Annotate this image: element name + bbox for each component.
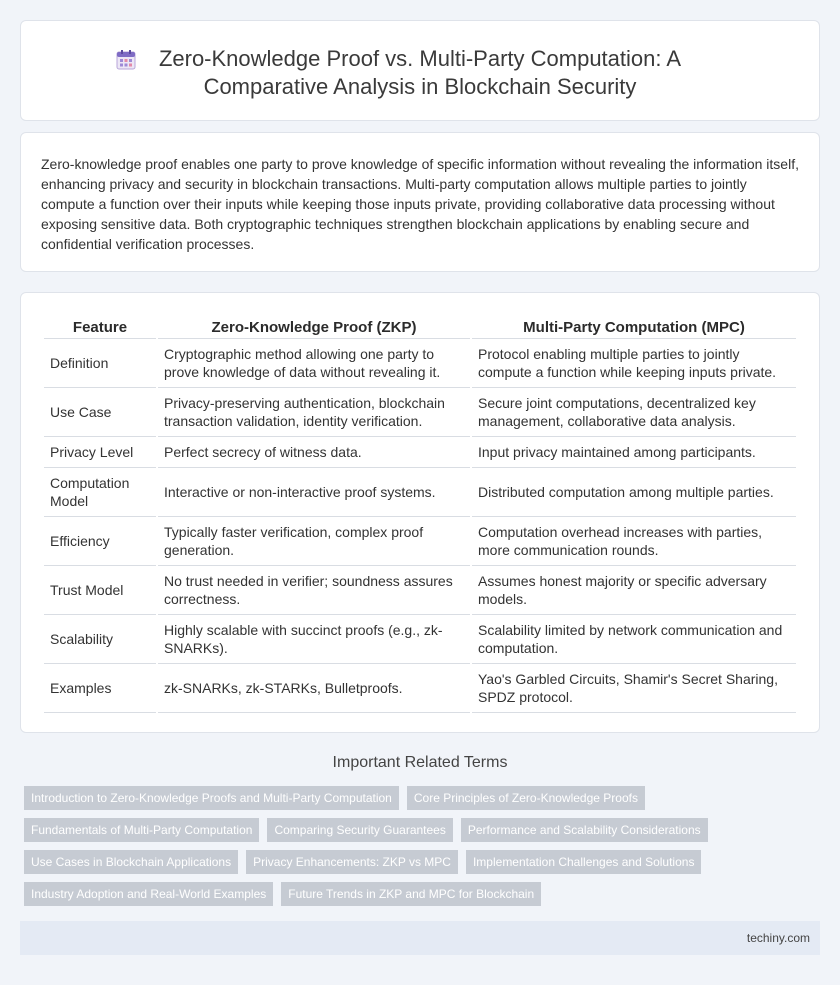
zkp-cell: Cryptographic method allowing one party to prove knowledge of data without revealing it. bbox=[158, 339, 470, 388]
header-card bbox=[20, 20, 820, 121]
related-term-tag[interactable]: Performance and Scalability Considerations bbox=[461, 818, 708, 842]
mpc-cell: Secure joint computations, decentralized key management, collaborative data analysis. bbox=[472, 388, 796, 437]
feature-cell: Trust Model bbox=[44, 566, 156, 615]
related-terms-tags bbox=[24, 786, 724, 914]
footer bbox=[20, 921, 820, 955]
mpc-cell: Protocol enabling multiple parties to jointly compute a function while keeping inputs private. bbox=[472, 339, 796, 388]
comparison-table-card bbox=[20, 292, 820, 733]
table-row bbox=[44, 468, 796, 517]
column-header-zkp: Zero-Knowledge Proof (ZKP) bbox=[158, 313, 470, 339]
related-term-tag[interactable]: Introduction to Zero-Knowledge Proofs and Multi-Party Computation bbox=[24, 786, 399, 810]
feature-cell: Computation Model bbox=[44, 468, 156, 517]
zkp-cell: zk-SNARKs, zk-STARKs, Bulletproofs. bbox=[158, 664, 470, 713]
feature-cell: Examples bbox=[44, 664, 156, 713]
table-row bbox=[44, 388, 796, 437]
column-header-feature: Feature bbox=[44, 313, 156, 339]
zkp-cell: Interactive or non-interactive proof systems. bbox=[158, 468, 470, 517]
mpc-cell: Computation overhead increases with parties, more communication rounds. bbox=[472, 517, 796, 566]
related-term-tag[interactable]: Comparing Security Guarantees bbox=[267, 818, 452, 842]
related-term-tag[interactable]: Implementation Challenges and Solutions bbox=[466, 850, 701, 874]
table-row bbox=[44, 566, 796, 615]
intro-card bbox=[20, 132, 820, 272]
feature-cell: Scalability bbox=[44, 615, 156, 664]
footer-site-link[interactable]: techiny.com bbox=[746, 931, 810, 945]
table-row bbox=[44, 615, 796, 664]
table-header-row bbox=[44, 313, 796, 339]
tag-row bbox=[24, 850, 724, 874]
table-row bbox=[44, 517, 796, 566]
related-term-tag[interactable]: Fundamentals of Multi-Party Computation bbox=[24, 818, 259, 842]
zkp-cell: No trust needed in verifier; soundness assures correctness. bbox=[158, 566, 470, 615]
table-row bbox=[44, 339, 796, 388]
related-term-tag[interactable]: Future Trends in ZKP and MPC for Blockchain bbox=[281, 882, 541, 906]
related-term-tag[interactable]: Privacy Enhancements: ZKP vs MPC bbox=[246, 850, 458, 874]
tag-row bbox=[24, 786, 724, 810]
tag-row bbox=[24, 818, 724, 842]
intro-paragraph: Zero-knowledge proof enables one party to prove knowledge of specific information without revealing the information itself, enhancing privacy and security in blockchain transactions. Multi-party computation allows multiple parties to jointly compute a function over their inputs while keeping those inputs private, providing collaborative data processing without exposing sensitive data. Both cryptographic techniques strengthen blockchain applications by enabling secure and confidential verification processes. bbox=[41, 156, 799, 252]
mpc-cell: Input privacy maintained among participants. bbox=[472, 437, 796, 468]
related-term-tag[interactable]: Industry Adoption and Real-World Examples bbox=[24, 882, 273, 906]
zkp-cell: Privacy-preserving authentication, blockchain transaction validation, identity verification. bbox=[158, 388, 470, 437]
column-header-mpc: Multi-Party Computation (MPC) bbox=[472, 313, 796, 339]
related-term-tag[interactable]: Core Principles of Zero-Knowledge Proofs bbox=[407, 786, 645, 810]
table-row bbox=[44, 437, 796, 468]
comparison-table bbox=[42, 313, 798, 713]
calendar-icon bbox=[115, 49, 137, 71]
mpc-cell: Distributed computation among multiple parties. bbox=[472, 468, 796, 517]
page-title: Zero-Knowledge Proof vs. Multi-Party Computation: A Comparative Analysis in Blockchain Security bbox=[158, 46, 682, 99]
feature-cell: Efficiency bbox=[44, 517, 156, 566]
related-term-tag[interactable]: Use Cases in Blockchain Applications bbox=[24, 850, 238, 874]
tag-row bbox=[24, 882, 724, 906]
table-row bbox=[44, 664, 796, 713]
feature-cell: Privacy Level bbox=[44, 437, 156, 468]
feature-cell: Use Case bbox=[44, 388, 156, 437]
related-terms-title: Important Related Terms bbox=[332, 754, 508, 771]
zkp-cell: Typically faster verification, complex proof generation. bbox=[158, 517, 470, 566]
feature-cell: Definition bbox=[44, 339, 156, 388]
mpc-cell: Yao's Garbled Circuits, Shamir's Secret Sharing, SPDZ protocol. bbox=[472, 664, 796, 713]
title-wrap bbox=[21, 45, 819, 101]
mpc-cell: Scalability limited by network communication and computation. bbox=[472, 615, 796, 664]
zkp-cell: Perfect secrecy of witness data. bbox=[158, 437, 470, 468]
zkp-cell: Highly scalable with succinct proofs (e.g., zk-SNARKs). bbox=[158, 615, 470, 664]
mpc-cell: Assumes honest majority or specific adversary models. bbox=[472, 566, 796, 615]
